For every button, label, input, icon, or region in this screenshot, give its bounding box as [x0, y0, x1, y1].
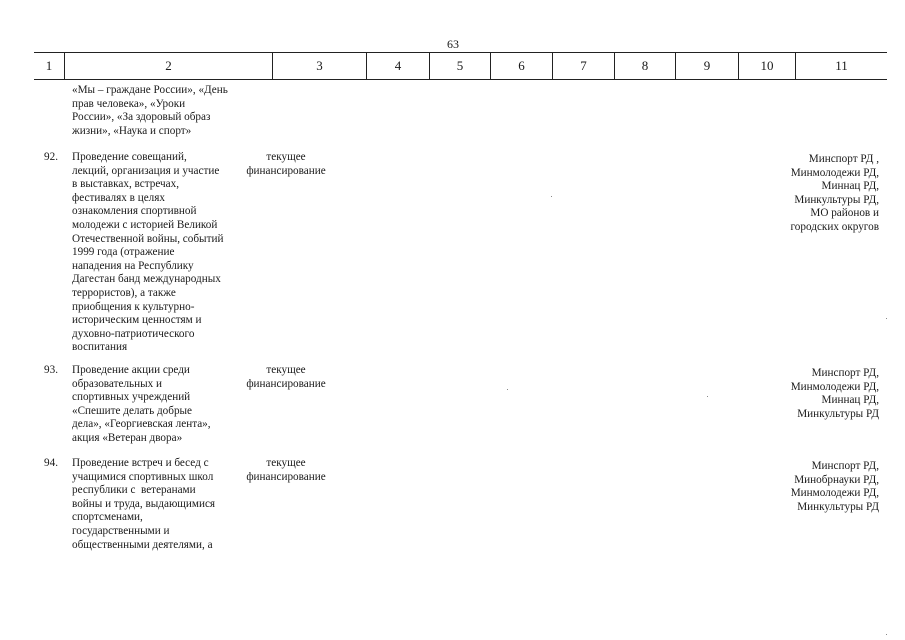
table-header-row — [34, 52, 887, 80]
column-header-4: 4 — [367, 53, 430, 79]
column-header-1: 1 — [34, 53, 65, 79]
row-executors: Минспорт РД, Минмолодежи РД, Миннац РД, Минкультуры РД — [790, 367, 879, 420]
scan-speck — [886, 634, 887, 635]
page-number: 63 — [447, 37, 459, 51]
row-financing: текущее финансирование — [246, 151, 326, 177]
column-header-7: 7 — [553, 53, 615, 79]
row-financing: текущее финансирование — [246, 457, 326, 483]
scan-speck — [551, 196, 552, 197]
column-header-6: 6 — [491, 53, 553, 79]
scan-speck — [707, 396, 708, 397]
row-number: 92. — [44, 151, 58, 163]
row-financing: текущее финансирование — [246, 364, 326, 390]
scan-speck — [886, 318, 887, 319]
row-executors: Минспорт РД , Минмолодежи РД, Миннац РД, Минкультуры РД, МО районов и городских округов — [790, 153, 879, 233]
continuation-description: «Мы – граждане России», «День прав человека», «Уроки России», «За здоровый образ жизни», «Наука и спорт» — [72, 84, 228, 137]
row-description: Проведение совещаний, лекций, организация и участие в выставках, встречах, фестивалях в целях ознакомления спортивной молодежи с историей Великой Отечественной войны, событий 1999 года (отражение нападения на Республику Дагестан банд международных террористов), а также приобщения к культурно- историческим ценностям и духовно-патриотического воспитания — [72, 151, 224, 354]
row-description: Проведение встреч и бесед с учащимися спортивных школ республики с ветеранами войны и труда, выдающимися спортсменами, государственными и общественными деятелями, а — [72, 457, 216, 551]
scan-speck — [507, 389, 508, 390]
column-header-11: 11 — [835, 58, 848, 73]
column-header-3: 3 — [273, 53, 367, 79]
row-description: Проведение акции среди образовательных и спортивных учреждений «Спешите делать добрые дела», «Георгиевская лента», акция «Ветеран двора» — [72, 364, 211, 444]
column-header-2: 2 — [65, 53, 273, 79]
row-executors: Минспорт РД, Минобрнауки РД, Минмолодежи РД, Минкультуры РД — [790, 460, 879, 513]
row-number: 93. — [44, 364, 58, 376]
column-header-9: 9 — [676, 53, 739, 79]
column-header-8: 8 — [615, 53, 676, 79]
column-header-10: 10 — [739, 53, 796, 79]
column-header-5: 5 — [430, 53, 491, 79]
row-number: 94. — [44, 457, 58, 469]
